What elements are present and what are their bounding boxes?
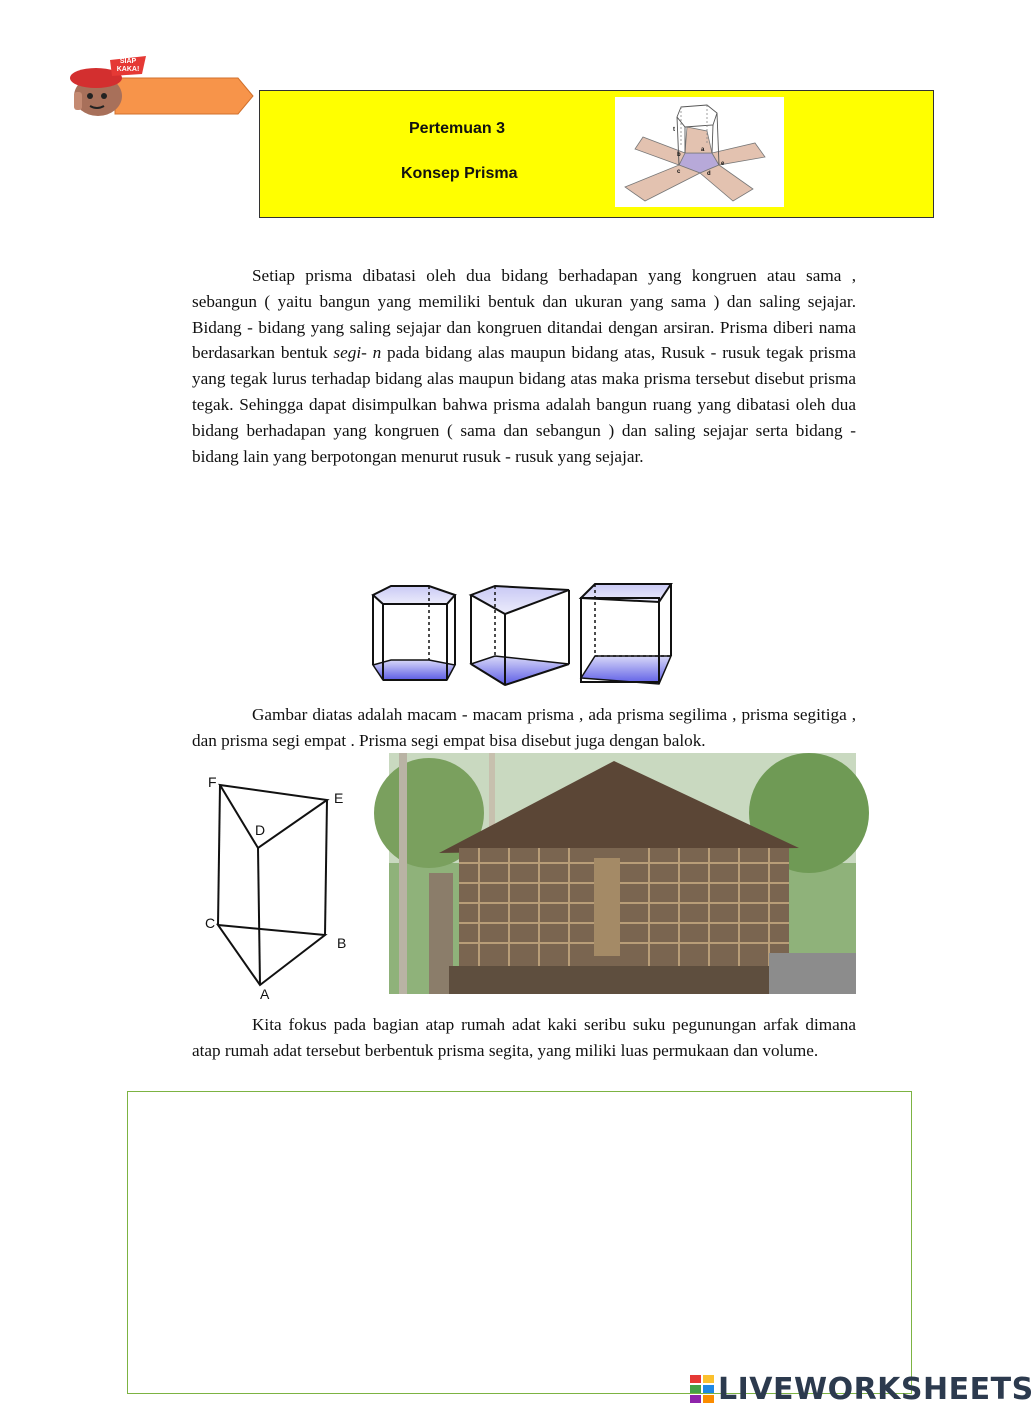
triangular-prism-diagram (200, 770, 360, 1005)
vertex-label-b: B (337, 935, 347, 951)
intro-paragraph (192, 263, 856, 469)
vertex-label-e: E (334, 790, 344, 806)
page-title: Pertemuan 3 (409, 120, 506, 137)
mascot-icon (60, 52, 260, 122)
net-label-c: c (677, 169, 681, 175)
logo-badge-text: SIAP KAKA! (116, 58, 140, 73)
prism-types-icon (365, 580, 685, 690)
page-subtitle: Konsep Prisma (401, 165, 518, 182)
watermark-text: LIVEWORKSHEETS (718, 1372, 1034, 1407)
vertex-label-a: A (260, 986, 270, 1002)
prism-net-image (615, 97, 784, 207)
traditional-house-photo (389, 753, 856, 994)
net-label-t: t (673, 127, 675, 133)
logo (60, 52, 260, 122)
net-label-e: e (721, 161, 725, 167)
net-label-b: b (677, 152, 681, 158)
intro-text-italic: segi- n (333, 343, 382, 363)
vertex-label-d: D (255, 822, 266, 838)
net-label-a: a (701, 147, 705, 153)
house-photo-icon (389, 753, 856, 994)
prisms-illustration (365, 580, 685, 690)
vertex-label-f: F (208, 774, 217, 790)
liveworksheets-logo-icon (690, 1375, 714, 1403)
net-label-d: d (707, 171, 711, 177)
intro-text-part1: Setiap prisma dibatasi oleh dua bidang berhadapan yang kongruen atau sama , sebangun ( yaitu bangun yang memiliki bentuk dan ukuran yang sama ) dan saling sejajar. Bidang - bidang yang saling sejajar dan kongruen ditandai dengan arsiran. Prisma diberi nama berdasarkan bentuk (192, 266, 856, 363)
prism-types-paragraph: Gambar diatas adalah macam - macam prisma , ada prisma segilima , prisma segitiga , dan prisma segi empat . Prisma segi empat bisa disebut juga dengan balok. (192, 705, 856, 750)
prism-net-icon (615, 97, 784, 207)
intro-text-part2: pada bidang alas maupun bidang atas, Rusuk - rusuk tegak prisma yang tegak lurus terhadap bidang alas maupun bidang atas maka prisma tersebut disebut prisma tegak. Sehingga dapat disimpulkan bahwa prisma adalah bangun ruang yang dibatasi oleh dua bidang berhadapan yang kongruen ( sama dan sebangun ) dan saling sejajar serta bidang - bidang lain yang berpotongan menurut rusuk - rusuk yang sejajar. (192, 343, 856, 466)
answer-box[interactable] (127, 1091, 912, 1394)
vertex-label-c: C (205, 915, 216, 931)
header-box (259, 90, 934, 218)
roof-focus-paragraph: Kita fokus pada bagian atap rumah adat kaki seribu suku pegunungan arfak dimana atap rumah adat tersebut berbentuk prisma segita, yang miliki luas permukaan dan volume. (192, 1015, 856, 1060)
